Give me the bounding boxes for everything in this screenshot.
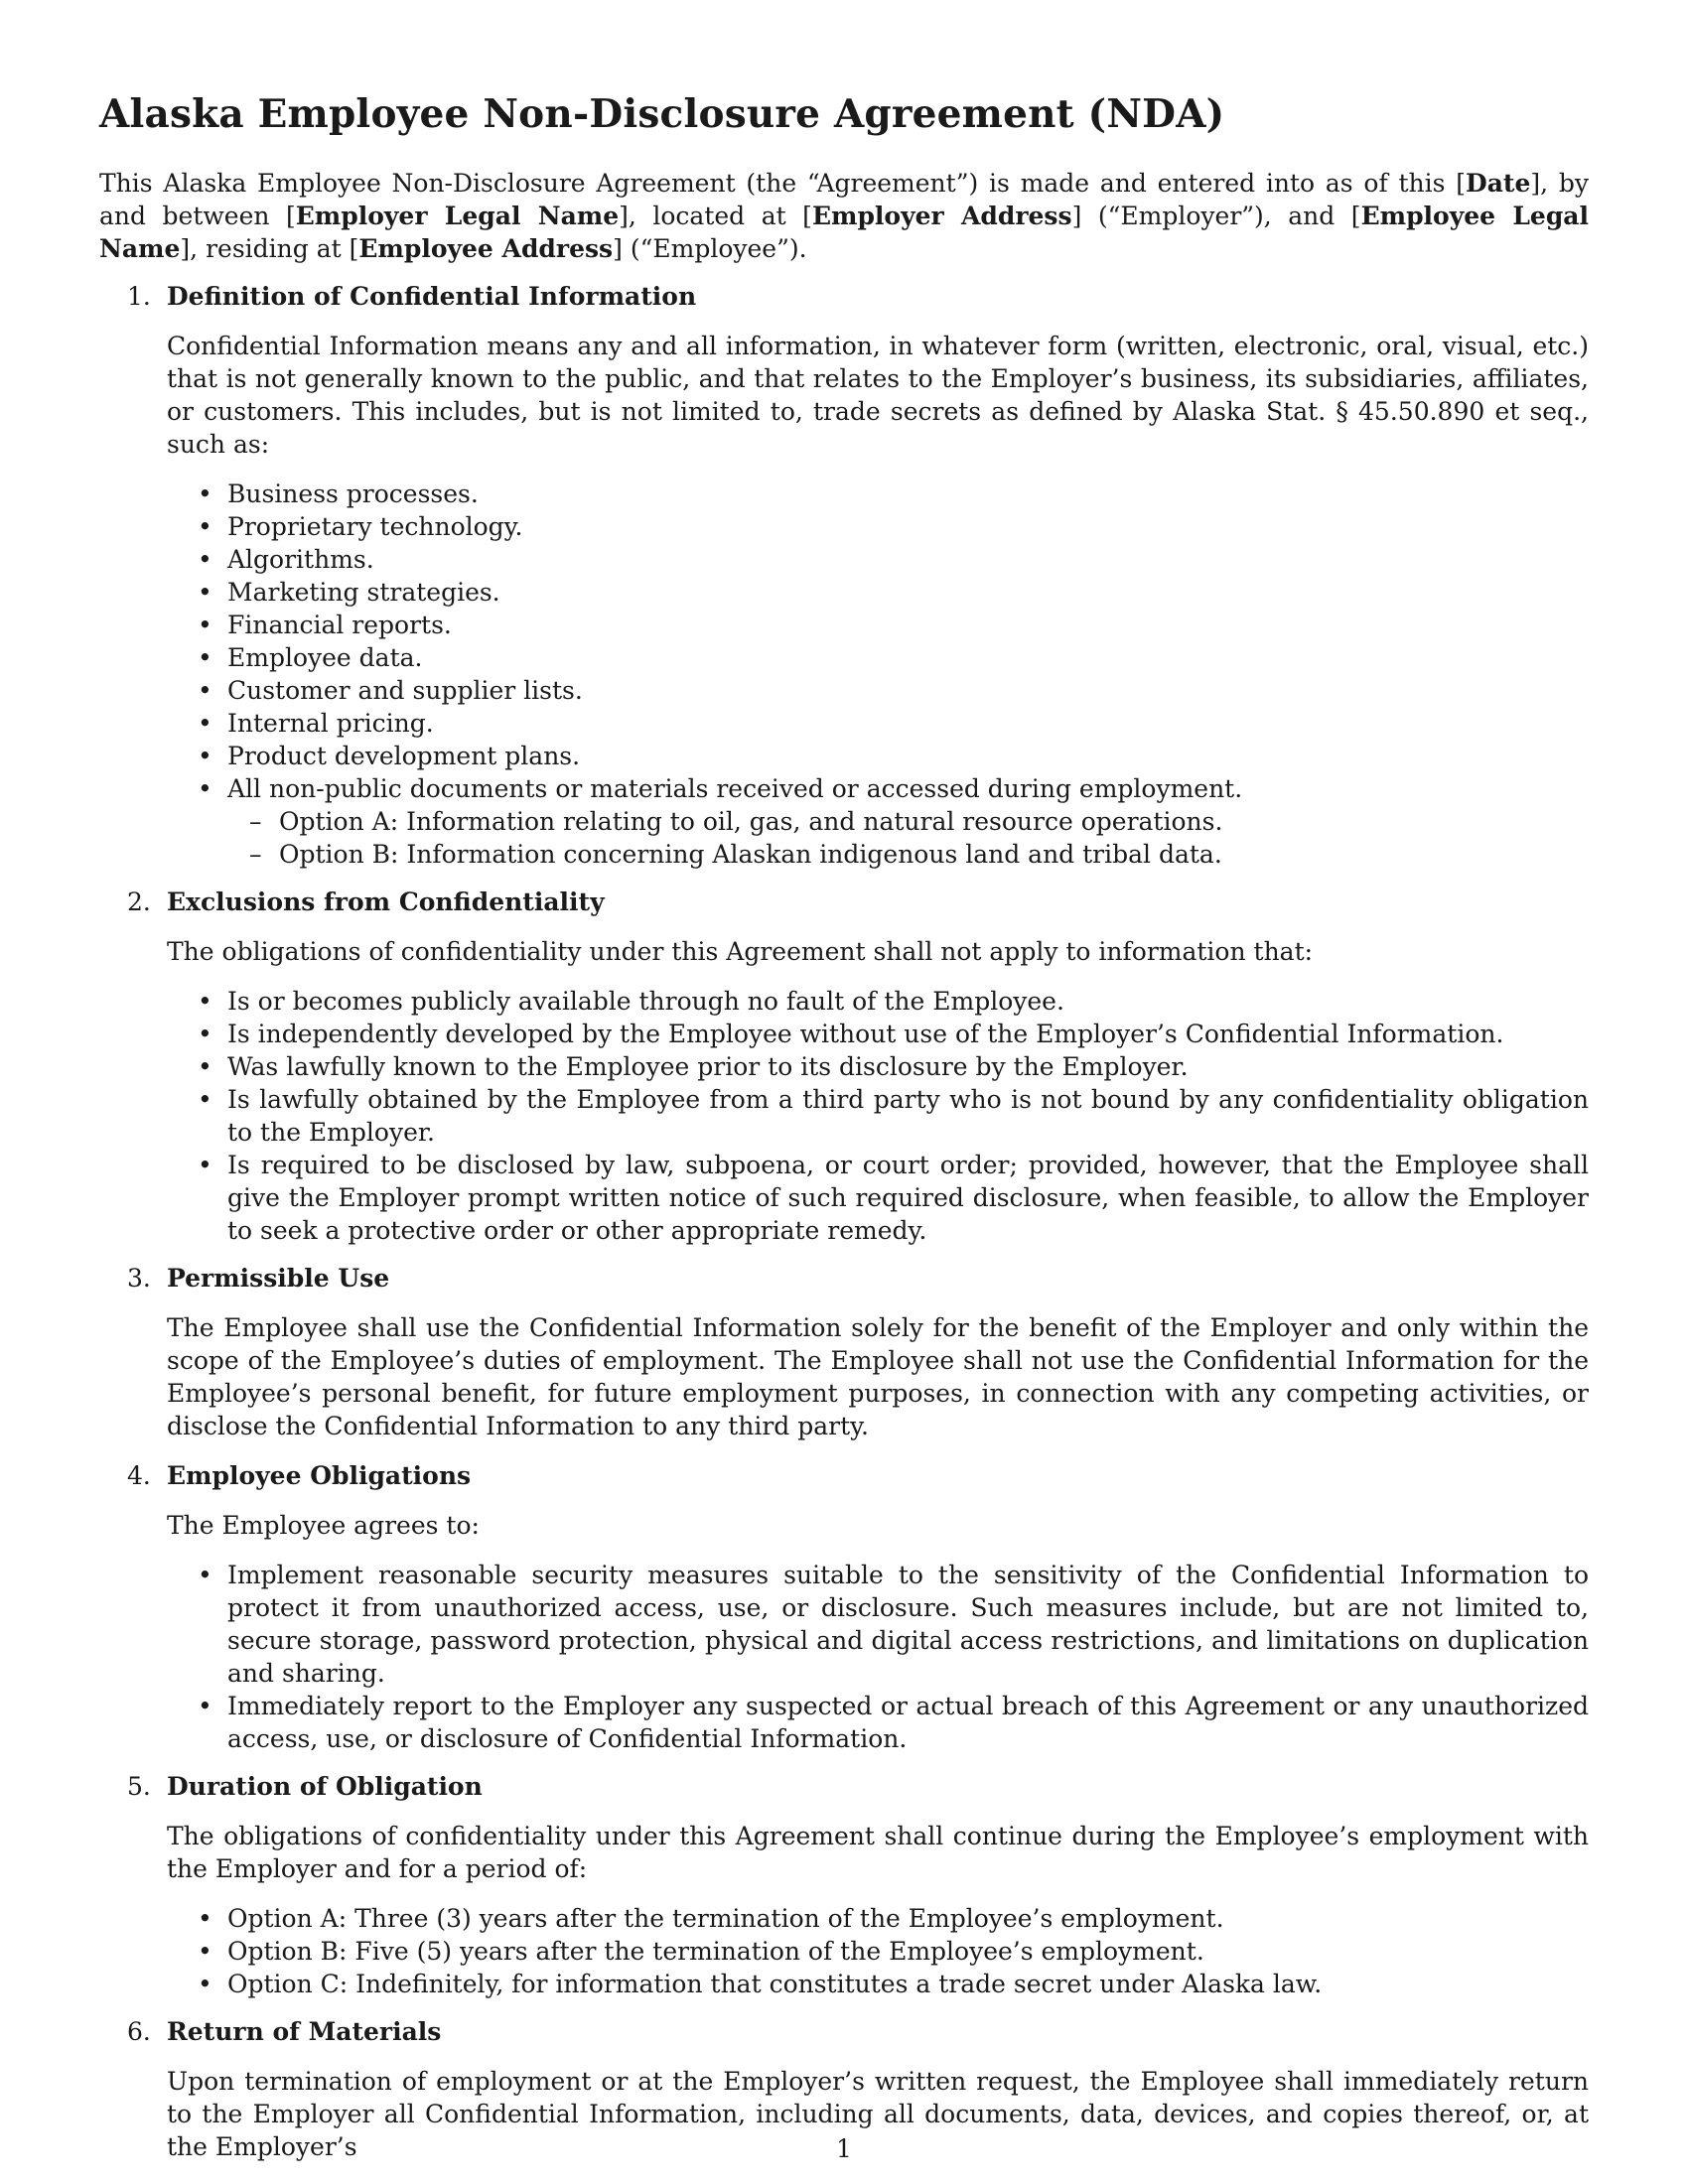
intro-text: ], located at [ <box>619 202 812 230</box>
bullet-icon: • <box>198 512 212 541</box>
section-body: Confidential Information means any and all information, in whatever form (written, electronic, oral, visual, etc.) that is not generally known to the public, and that relates to the Employer’s business, its subsidiaries, affiliates, or customers. This includes, but is not limited to, trade secrets as defined by Alaska Stat. § 45.50.890 et seq., such as: <box>167 332 1589 459</box>
bullet-icon: • <box>198 479 212 508</box>
bullet-icon: • <box>198 709 212 738</box>
list-item-text: Immediately report to the Employer any suspected or actual breach of this Agreement or any unauthorized access, use, or disclosure of Confidential Information. <box>227 1692 1589 1753</box>
list-item-text: Product development plans. <box>227 742 581 770</box>
placeholder-field: Employer Legal Name <box>295 202 620 230</box>
section-5 <box>99 1770 1589 2000</box>
section-heading: Definition of Confidential Information <box>167 282 697 311</box>
dash-icon: – <box>249 840 262 869</box>
sections-list <box>99 280 1589 2163</box>
intro-paragraph <box>99 167 1589 265</box>
placeholder-field: Date <box>1466 169 1531 198</box>
section-1 <box>99 280 1589 871</box>
section-body: The obligations of confidentiality under this Agreement shall continue during the Employee’s employment with the Employer and for a period of: <box>167 1822 1589 1883</box>
section-number: 1. <box>127 282 151 311</box>
list-item-text: Is or becomes publicly available through no fault of the Employee. <box>227 987 1064 1016</box>
list-item <box>198 1559 1589 1690</box>
list-item-text: Option C: Indefinitely, for information that constitutes a trade secret under Alaska law. <box>227 1970 1323 1998</box>
bullet-icon: • <box>198 611 212 639</box>
list-item <box>198 772 1589 871</box>
sub-list-item <box>249 838 1589 871</box>
section-2 <box>99 886 1589 1247</box>
list-item <box>198 1050 1589 1083</box>
section-heading: Permissible Use <box>167 1264 390 1293</box>
bullet-icon: • <box>198 1151 212 1179</box>
list-item <box>198 576 1589 609</box>
list-item <box>198 1902 1589 1935</box>
bullet-icon: • <box>198 1561 212 1589</box>
section-3 <box>99 1262 1589 1442</box>
bullet-icon: • <box>198 578 212 607</box>
section-number: 4. <box>127 1461 151 1490</box>
bullet-icon: • <box>198 676 212 705</box>
list-item-text: Employee data. <box>227 643 423 672</box>
document-title: Alaska Employee Non-Disclosure Agreement (NDA) <box>99 91 1225 137</box>
section-heading: Return of Materials <box>167 2017 442 2046</box>
placeholder-field: Employee Address <box>358 234 614 263</box>
list-item <box>198 641 1589 674</box>
section-body: The Employee agrees to: <box>167 1511 480 1540</box>
bullet-icon: • <box>198 1052 212 1081</box>
list-item <box>198 478 1589 510</box>
list-item <box>198 1690 1589 1755</box>
list-item <box>198 1083 1589 1149</box>
section-body: Upon termination of employment or at the Employer’s written request, the Employee shall immediately return to the Employer all Confidential Information, including all documents, data, devices, and copies thereof, or, at the Employer’s <box>167 2067 1589 2161</box>
sub-list-item-text: Option B: Information concerning Alaskan indigenous land and tribal data. <box>279 840 1222 869</box>
list-item <box>198 985 1589 1018</box>
bullet-icon: • <box>198 1904 212 1933</box>
bullet-icon: • <box>198 774 212 803</box>
page-number: 1 <box>836 2134 852 2163</box>
list-item-text: All non-public documents or materials received or accessed during employment. <box>227 774 1243 803</box>
bullet-icon: • <box>198 643 212 672</box>
bullet-icon: • <box>198 987 212 1016</box>
bullet-list <box>167 1902 1589 2000</box>
section-number: 3. <box>127 1264 151 1293</box>
list-item-text: Marketing strategies. <box>227 578 500 607</box>
document-page <box>99 91 1589 2180</box>
list-item <box>198 543 1589 576</box>
list-item-text: Is independently developed by the Employee without use of the Employer’s Confidential Information. <box>227 1020 1504 1048</box>
dash-icon: – <box>249 807 262 836</box>
list-item <box>198 674 1589 707</box>
list-item <box>198 1968 1589 2000</box>
list-item-text: Business processes. <box>227 479 479 508</box>
list-item-text: Internal pricing. <box>227 709 434 738</box>
list-item <box>198 1149 1589 1247</box>
section-number: 6. <box>127 2017 151 2046</box>
section-body: The Employee shall use the Confidential Information solely for the benefit of the Employer and only within the scope of the Employee’s duties of employment. The Employee shall not use the Confidential Information for the Employee’s personal benefit, for future employment purposes, in connection with any competing activities, or disclose the Confidential Information to any third party. <box>167 1313 1589 1440</box>
bullet-list <box>167 985 1589 1247</box>
section-heading: Employee Obligations <box>167 1461 472 1490</box>
list-item-text: Option A: Three (3) years after the termination of the Employee’s employment. <box>227 1904 1224 1933</box>
section-number: 2. <box>127 887 151 916</box>
intro-text: ], residing at [ <box>180 234 359 263</box>
bullet-icon: • <box>198 1937 212 1966</box>
list-item <box>198 1018 1589 1050</box>
sub-list <box>227 805 1589 871</box>
bullet-list <box>167 478 1589 871</box>
bullet-icon: • <box>198 1692 212 1720</box>
bullet-icon: • <box>198 1020 212 1048</box>
bullet-icon: • <box>198 545 212 574</box>
section-heading: Exclusions from Confidentiality <box>167 887 605 916</box>
list-item-text: Algorithms. <box>227 545 374 574</box>
list-item-text: Option B: Five (5) years after the termination of the Employee’s employment. <box>227 1937 1204 1966</box>
list-item <box>198 510 1589 543</box>
sub-list-item-text: Option A: Information relating to oil, gas, and natural resource operations. <box>279 807 1223 836</box>
list-item-text: Proprietary technology. <box>227 512 523 541</box>
intro-text: This Alaska Employee Non-Disclosure Agreement (the “Agreement”) is made and entered into as of this [ <box>99 169 1467 198</box>
list-item-text: Financial reports. <box>227 611 452 639</box>
list-item-text: Is required to be disclosed by law, subpoena, or court order; provided, however, that the Employee shall give the Employer prompt written notice of such required disclosure, when feasible, to allow the Employer to seek a protective order or other appropriate remedy. <box>227 1151 1589 1245</box>
list-item <box>198 1935 1589 1968</box>
intro-text: ] (“Employer”), and [ <box>1071 202 1361 230</box>
bullet-list <box>167 1559 1589 1755</box>
list-item-text: Was lawfully known to the Employee prior to its disclosure by the Employer. <box>227 1052 1189 1081</box>
list-item-text: Customer and supplier lists. <box>227 676 583 705</box>
bullet-icon: • <box>198 742 212 770</box>
section-number: 5. <box>127 1772 151 1801</box>
list-item-text: Implement reasonable security measures suitable to the sensitivity of the Confidential Information to protect it from unauthorized access, use, or disclosure. Such measures include, but are not limited to, secure storage, password protection, physical and digital access restrictions, and limitations on duplication and sharing. <box>227 1561 1589 1688</box>
sub-list-item <box>249 805 1589 838</box>
intro-text: ] (“Employee”). <box>613 234 807 263</box>
section-4 <box>99 1459 1589 1755</box>
list-item <box>198 740 1589 772</box>
list-item <box>198 707 1589 740</box>
bullet-icon: • <box>198 1085 212 1114</box>
section-body: The obligations of confidentiality under this Agreement shall not apply to information that: <box>167 937 1314 966</box>
placeholder-field: Employer Address <box>811 202 1072 230</box>
intro-text: ], by and between [ <box>99 169 1589 230</box>
list-item <box>198 609 1589 641</box>
section-heading: Duration of Obligation <box>167 1772 483 1801</box>
bullet-icon: • <box>198 1970 212 1998</box>
list-item-text: Is lawfully obtained by the Employee from a third party who is not bound by any confidentiality obligation to the Employer. <box>227 1085 1589 1147</box>
placeholder-field: Employee Legal Name <box>99 202 1590 263</box>
